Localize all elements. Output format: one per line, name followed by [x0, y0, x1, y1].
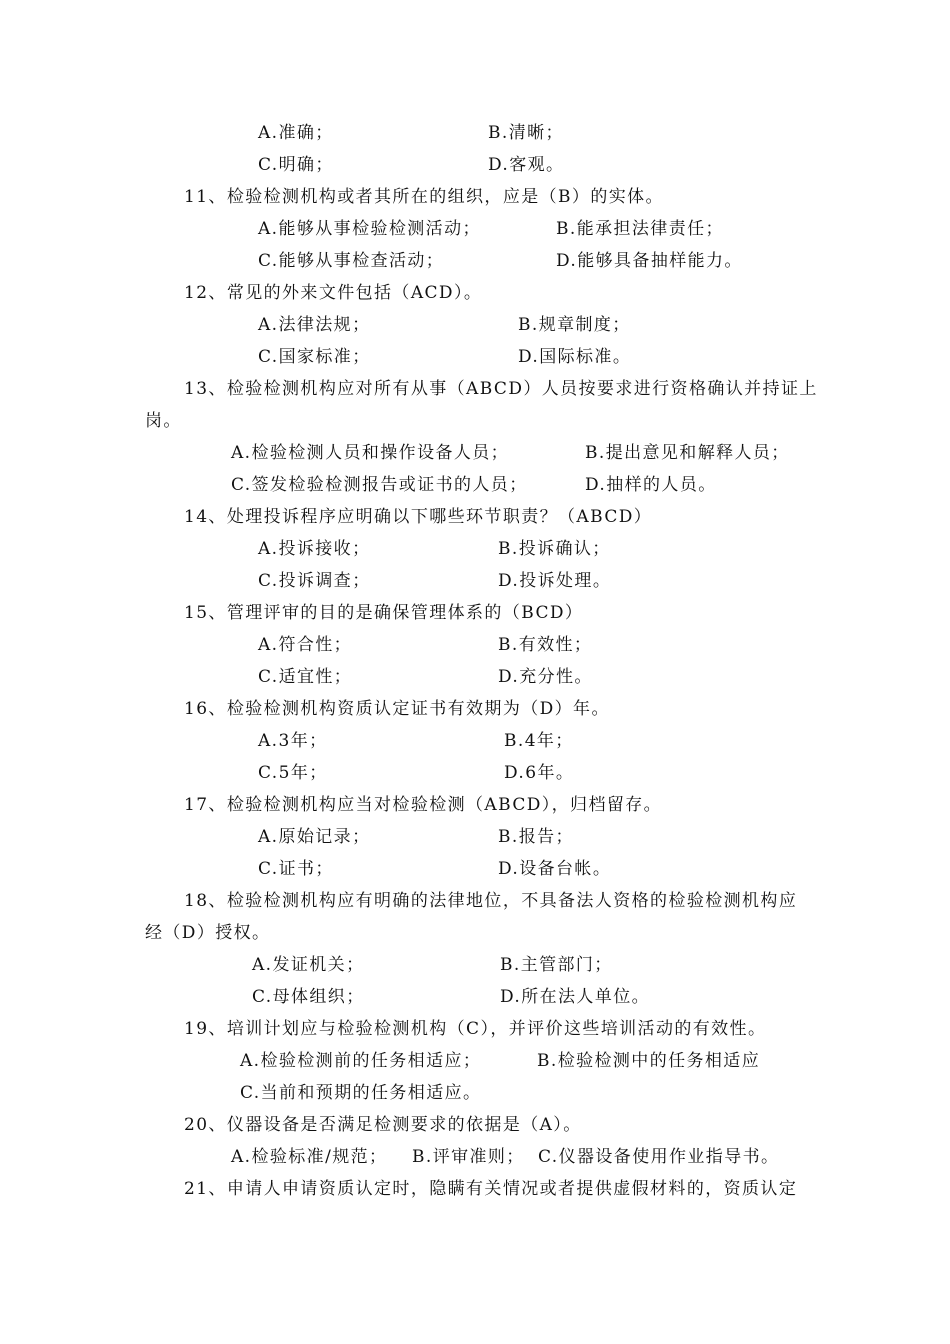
question-text: 17、检验检测机构应当对检验检测（ABCD），归档留存。 — [184, 795, 663, 815]
option-text: B.检验检测中的任务相适应 — [537, 1051, 761, 1071]
option-text: A.法律法规； — [258, 315, 371, 335]
option-text: B.主管部门； — [500, 955, 613, 975]
option-text: D.能够具备抽样能力。 — [556, 251, 743, 271]
option-text: B.投诉确认； — [498, 539, 611, 559]
question-text: 15、管理评审的目的是确保管理体系的（BCD） — [184, 603, 584, 623]
question-text: 20、仪器设备是否满足检测要求的依据是（A）。 — [184, 1115, 582, 1135]
option-text: D.投诉处理。 — [498, 571, 612, 591]
option-text: C.签发检验检测报告或证书的人员； — [231, 475, 528, 495]
option-text: A.符合性； — [258, 635, 353, 655]
option-text: C.仪器设备使用作业指导书。 — [538, 1147, 780, 1167]
option-text: B.4年； — [504, 731, 574, 751]
option-text: C.投诉调查； — [258, 571, 371, 591]
option-text: B.提出意见和解释人员； — [585, 443, 790, 463]
option-text: A.原始记录； — [258, 827, 371, 847]
question-continuation: 岗。 — [145, 411, 182, 431]
option-text: C.国家标准； — [258, 347, 371, 367]
option-text: B.评审准则； — [412, 1147, 525, 1167]
question-text: 18、检验检测机构应有明确的法律地位，不具备法人资格的检验检测机构应 — [184, 891, 798, 911]
option-text: A.检验检测前的任务相适应； — [240, 1051, 482, 1071]
option-text: B.清晰； — [488, 123, 564, 143]
option-text: C.能够从事检查活动； — [258, 251, 445, 271]
question-text: 14、处理投诉程序应明确以下哪些环节职责？（ABCD） — [184, 507, 653, 527]
option-text: C.5年； — [258, 763, 328, 783]
option-text: A.3年； — [258, 731, 328, 751]
option-text: D.抽样的人员。 — [585, 475, 717, 495]
option-text: C.证书； — [258, 859, 334, 879]
question-text: 21、申请人申请资质认定时，隐瞒有关情况或者提供虚假材料的，资质认定 — [184, 1179, 798, 1199]
option-text: C.当前和预期的任务相适应。 — [240, 1083, 482, 1103]
option-text: D.充分性。 — [498, 667, 593, 687]
option-text: D.客观。 — [488, 155, 565, 175]
option-text: A.检验标准/规范； — [231, 1147, 388, 1167]
question-text: 13、检验检测机构应对所有从事（ABCD）人员按要求进行资格确认并持证上 — [184, 379, 818, 399]
option-text: A.发证机关； — [252, 955, 365, 975]
option-text: C.适宜性； — [258, 667, 353, 687]
question-continuation: 经（D）授权。 — [145, 923, 271, 943]
question-text: 11、检验检测机构或者其所在的组织，应是（B）的实体。 — [184, 187, 664, 207]
question-text: 16、检验检测机构资质认定证书有效期为（D）年。 — [184, 699, 610, 719]
option-text: A.检验检测人员和操作设备人员； — [231, 443, 510, 463]
option-text: B.报告； — [498, 827, 574, 847]
option-text: A.能够从事检验检测活动； — [258, 219, 481, 239]
option-text: D.所在法人单位。 — [500, 987, 651, 1007]
option-text: A.准确； — [258, 123, 334, 143]
option-text: C.母体组织； — [252, 987, 365, 1007]
option-text: A.投诉接收； — [258, 539, 371, 559]
option-text: D.国际标准。 — [518, 347, 632, 367]
question-text: 12、常见的外来文件包括（ACD）。 — [184, 283, 483, 303]
option-text: B.能承担法律责任； — [556, 219, 724, 239]
question-text: 19、培训计划应与检验检测机构（C），并评价这些培训活动的有效性。 — [184, 1019, 767, 1039]
option-text: B.有效性； — [498, 635, 593, 655]
option-text: D.设备台帐。 — [498, 859, 612, 879]
option-text: B.规章制度； — [518, 315, 631, 335]
option-text: C.明确； — [258, 155, 334, 175]
option-text: D.6年。 — [504, 763, 575, 783]
